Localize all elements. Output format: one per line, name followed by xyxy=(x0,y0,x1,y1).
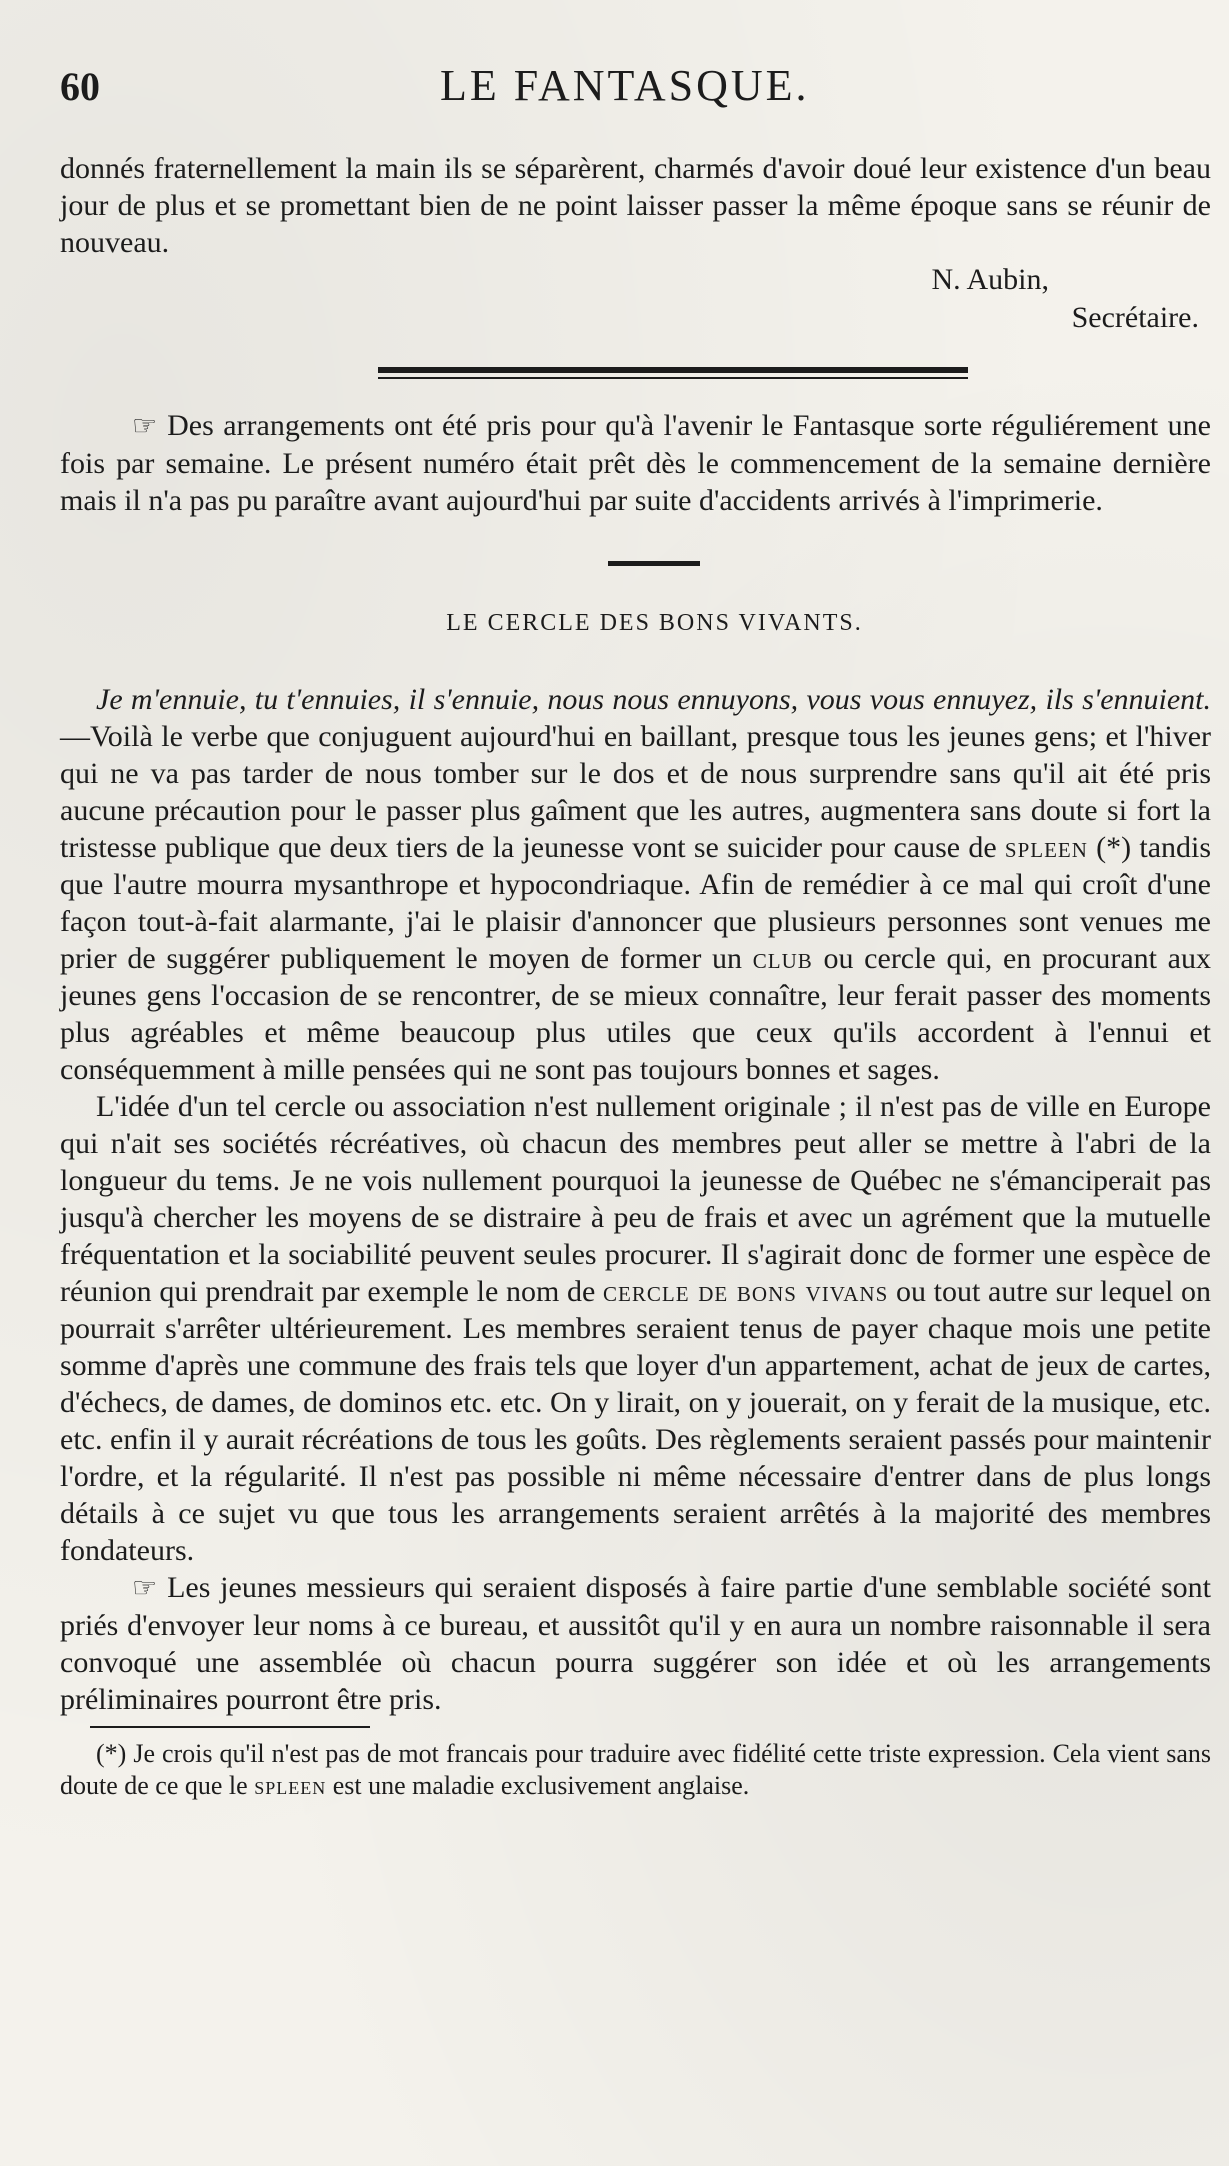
p1-text-c: ou cercle qui, en procurant aux jeunes gens l'occasion de se rencontrer, de se mieux connaître, leur ferait passer des moments plus agréables et même beaucoup plus utiles que ceux qu'ils accordent à l'ennui et conséquemment à mille pensées qui ne sont pas toujours bonnes et sages. xyxy=(60,942,1211,1086)
journal-title: LE FANTASQUE. xyxy=(440,61,810,110)
article-paragraph-3 xyxy=(60,1569,1211,1718)
article-paragraph-2 xyxy=(60,1088,1211,1569)
p1-text-a: —Voilà le verbe que conjuguent aujourd'hui en baillant, presque tous les jeunes gens; et l'hiver qui ne va pas tarder de nous tomber sur le dos et de nous surprendre sans qu'il ait été pris aucune précaution pour le passer plus gaîment que les autres, augmentera sans doute si fort la tristesse publique que deux tiers de la jeunesse vont se suicider pour cause de xyxy=(60,720,1211,864)
article-paragraph-1 xyxy=(60,681,1211,1088)
notice-text: Des arrangements ont été pris pour qu'à l'avenir le Fantasque sorte réguliérement une fois par semaine. Le présent numéro était prêt dès le commencement de la semaine dernière mais il n'a pas pu paraître avant aujourd'hui par suite d'accidents arrivés à l'imprimerie. xyxy=(60,409,1211,517)
p1-text-b: tandis que l'autre mourra mysanthrope et hypocondriaque. Afin de remédier à ce mal qui croît d'une façon tout-à-fait alarmante, j'ai le plaisir d'annoncer que plusieurs personnes sont venues me prier de suggérer publiquement le moyen de former un xyxy=(60,831,1212,975)
signature-name: N. Aubin, xyxy=(931,263,1049,296)
footnote-reference: (*) xyxy=(1096,831,1132,864)
article-title: LE CERCLE DES BONS VIVANTS. xyxy=(446,610,863,636)
page-header xyxy=(60,60,1219,122)
spleen-word: spleen xyxy=(1004,831,1088,864)
p2-text-b: ou tout autre sur lequel on pourrait s'arrêter ultérieurement. Les membres seraient tenus de payer chaque mois une petite somme d'après une commune des frais tels que loyer d'un appartement, achat de jeux de cartes, d'échecs, de dames, de dominos etc. etc. On y lirait, on y jouerait, on y ferait de la musique, etc. etc. enfin il y aurait récréations de tous les goûts. Des règlements seraient passés pour maintenir l'ordre, et la régularité. Il n'est pas possible ni même nécessaire d'entrer dans de plus longs détails à ce sujet vu que tous les arrangements seraient arrêtés à la majorité des membres fondateurs. xyxy=(60,1275,1212,1567)
club-word: club xyxy=(752,942,813,975)
footnote xyxy=(60,1738,1211,1802)
page-number: 60 xyxy=(60,64,100,109)
closing-paragraph: donnés fraternellement la main ils se séparèrent, charmés d'avoir doué leur existence d'un beau jour de plus et se promettant bien de ne point laisser passer la même époque sans se réunir de nouveau. xyxy=(60,152,1211,259)
signature-role: Secrétaire. xyxy=(1071,301,1199,334)
footnote-spleen-word: spleen xyxy=(254,1771,327,1800)
footnote-rule xyxy=(90,1726,370,1728)
footnote-text-b: est une maladie exclusivement anglaise. xyxy=(332,1771,750,1800)
pointing-hand-icon: ☞ xyxy=(132,1573,158,1604)
double-rule-divider xyxy=(378,367,968,379)
pointing-hand-icon: ☞ xyxy=(132,411,158,442)
notice-paragraph xyxy=(60,407,1211,519)
p2-text-a: L'idée d'un tel cercle ou association n'est nullement originale ; il n'est pas de ville en Europe qui n'ait ses sociétés récréatives, où chacun des membres peut aller se mettre à l'abri de la longueur du tems. Je ne vois nullement pourquoi la jeunesse de Québec ne s'émanciperait pas jusqu'à chercher les moyens de se distraire à peu de frais et avec un agrément que la mutuelle fréquentation et la sociabilité peuvent seules procurer. Il s'agirait donc de former une espèce de réunion qui prendrait par exemple le nom de xyxy=(60,1090,1211,1308)
p3-text: Les jeunes messieurs qui seraient disposés à faire partie d'une semblable société sont priés d'envoyer leur noms à ce bureau, et aussitôt qu'il y en aura un nombre raisonnable il sera convoqué une assemblée où chacun pourra suggérer son idée et où les arrangements préliminaires pourront être pris. xyxy=(60,1571,1211,1716)
conjugation-italic: Je m'ennuie, tu t'ennuies, il s'ennuie, nous nous ennuyons, vous vous ennuyez, ils s'ennuient. xyxy=(96,683,1211,716)
footnote-text-a: Je crois qu'il n'est pas de mot francais pour traduire avec fidélité cette triste expression. Cela vient sans doute de ce que le xyxy=(60,1739,1211,1800)
cercle-name: cercle de bons vivans xyxy=(603,1275,889,1308)
footnote-mark: (*) xyxy=(96,1739,127,1768)
signature-block xyxy=(60,261,1219,337)
short-rule-divider xyxy=(608,561,700,566)
